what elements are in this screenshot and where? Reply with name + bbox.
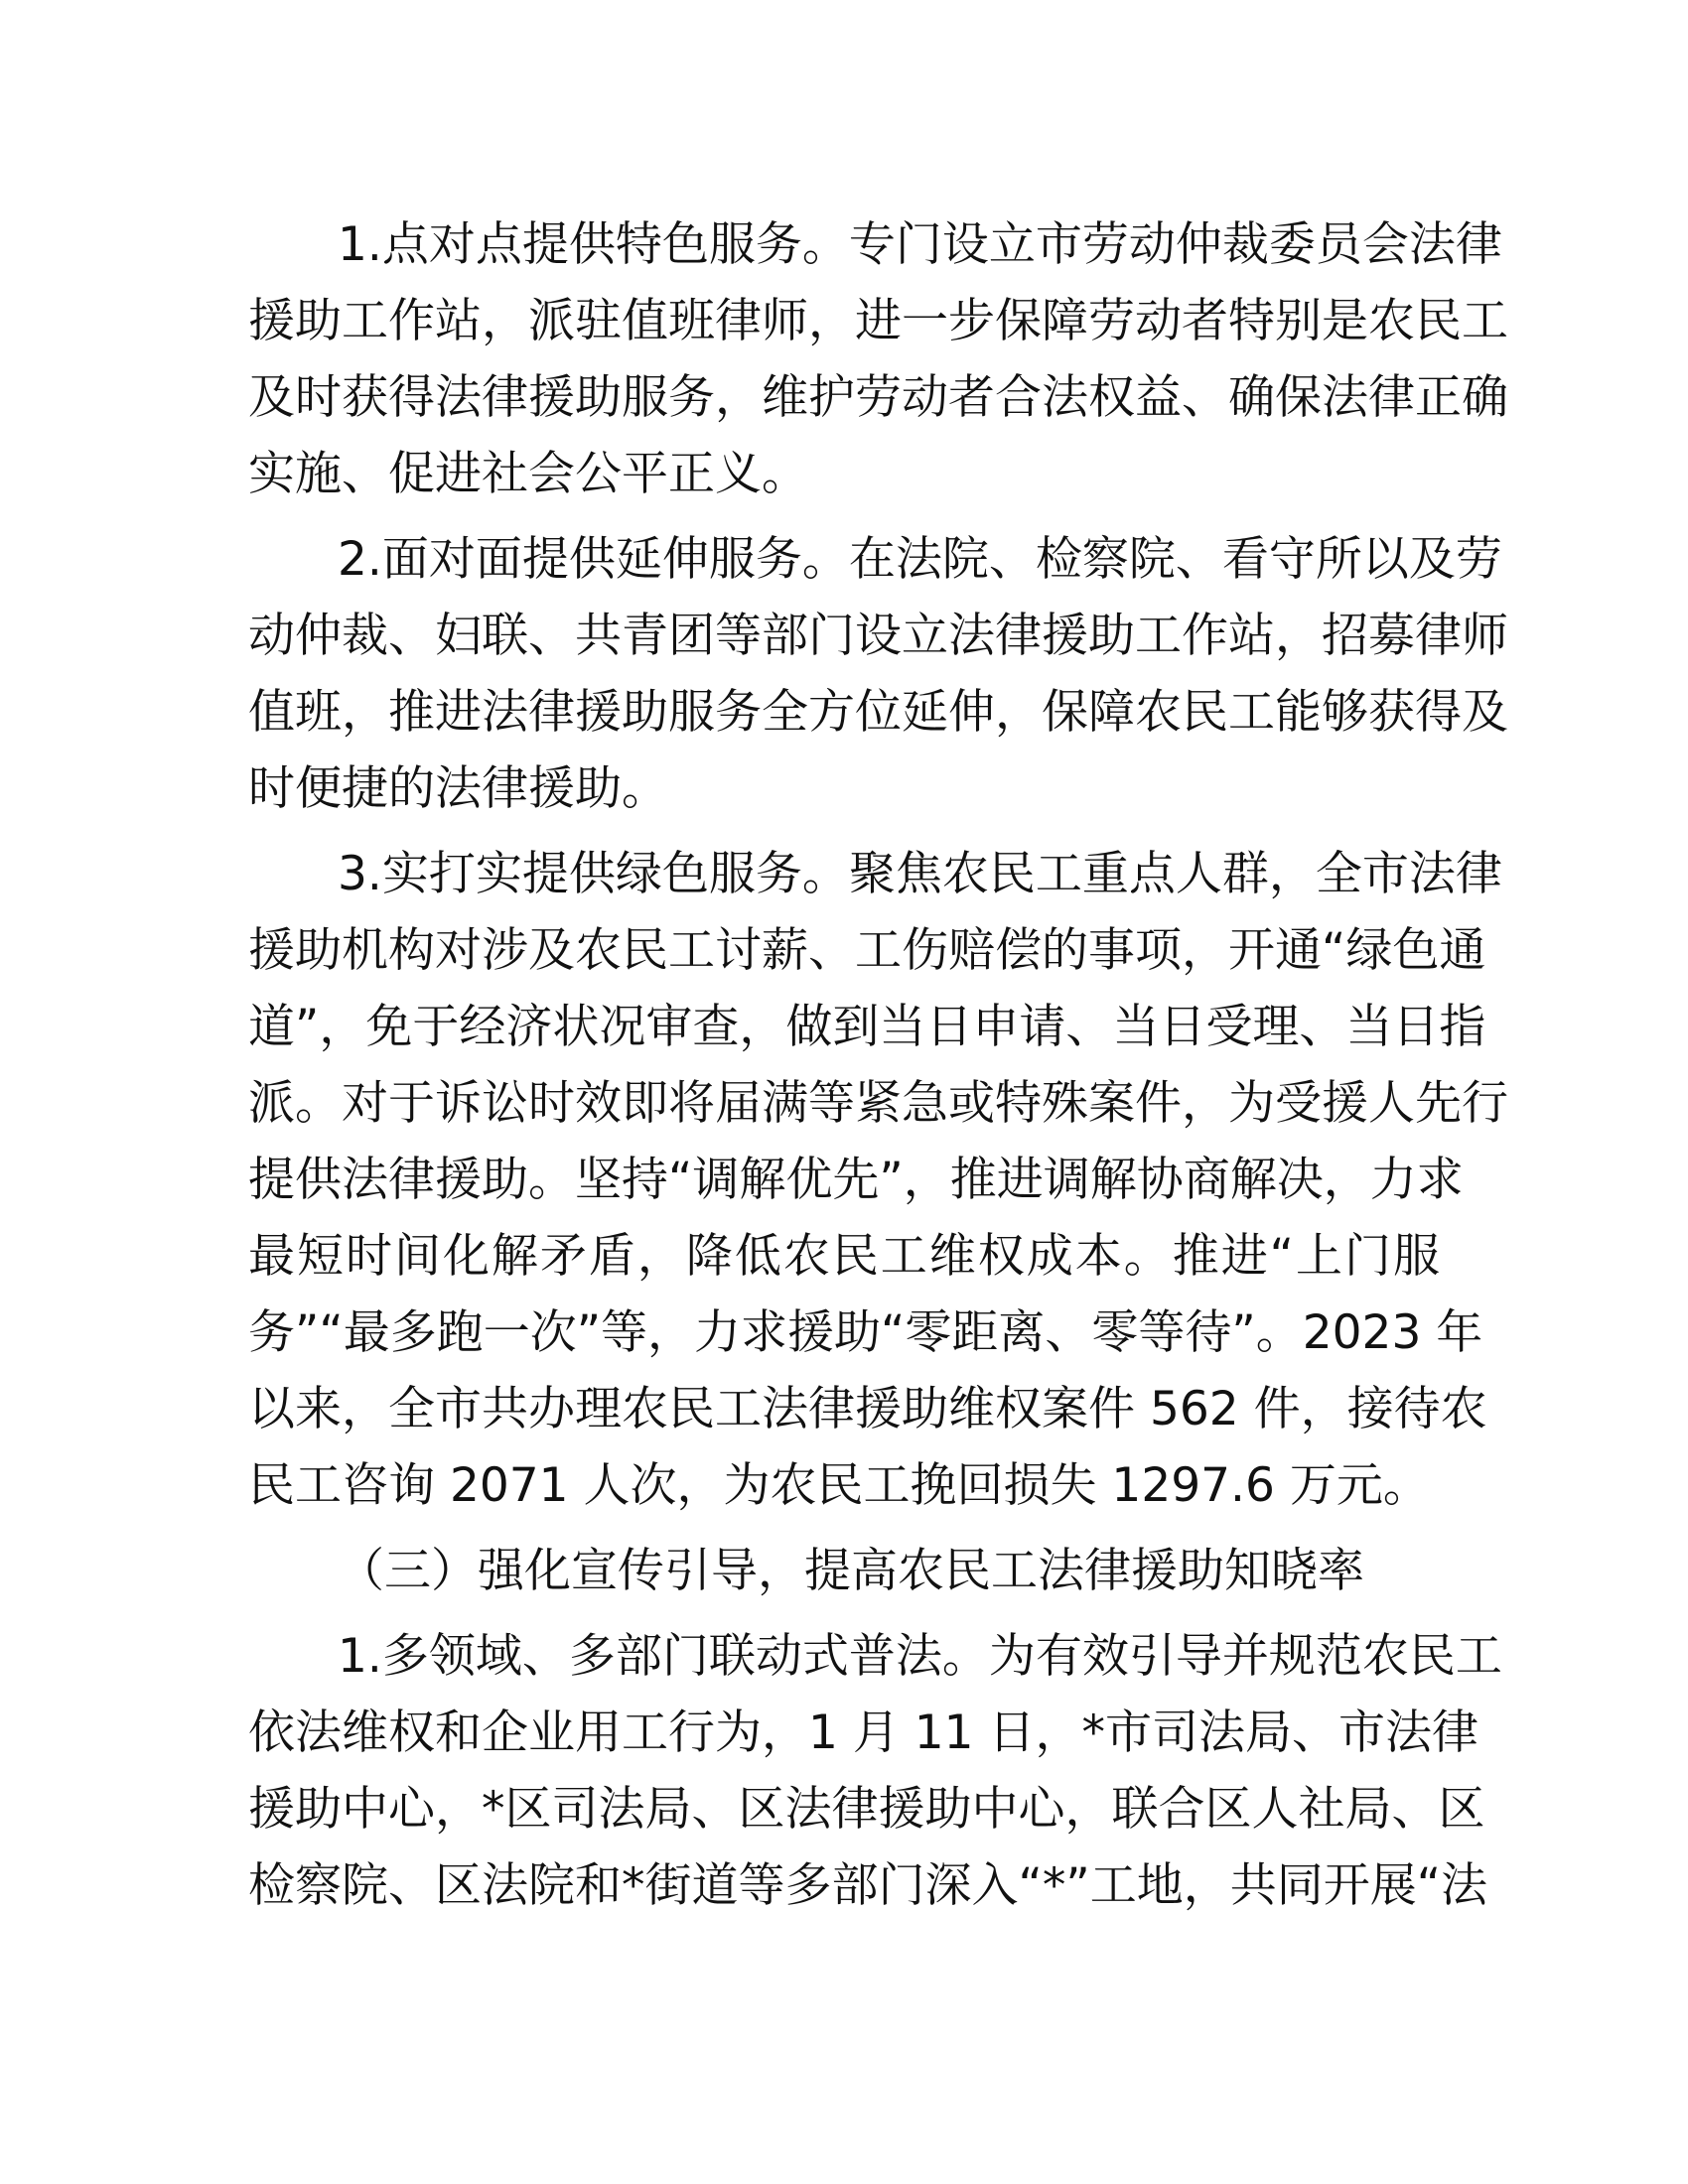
paragraph-line: 道”，免于经济状况审查，做到当日申请、当日受理、当日指 <box>248 1000 1486 1054</box>
paragraph-line: 3.实打实提供绿色服务。聚焦农民工重点人群，全市法律 <box>338 847 1502 901</box>
paragraph-line: 提供法律援助。坚持“调解优先”，推进调解协商解决，力求 <box>248 1153 1464 1207</box>
paragraph-line: 实施、促进社会公平正义。 <box>248 447 808 501</box>
paragraph-line: 派。对于诉讼时效即将届满等紧急或特殊案件，为受援人先行 <box>248 1076 1508 1131</box>
paragraph-line: 务”“最多跑一次”等，力求援助“零距离、零等待”。2023 年 <box>248 1305 1483 1360</box>
section-heading <box>248 1533 1440 1609</box>
paragraph-line: 时便捷的法律援助。 <box>248 761 668 816</box>
paragraph-line: 值班，推进法律援助服务全方位延伸，保障农民工能够获得及 <box>248 685 1508 740</box>
paragraph-line: 动仲裁、妇联、共青团等部门设立法律援助工作站，招募律师 <box>248 609 1508 663</box>
paragraph-line: 援助机构对涉及农民工讨薪、工伤赔偿的事项，开通“绿色通 <box>248 923 1486 978</box>
paragraph-line: 1.多领域、多部门联动式普法。为有效引导并规范农民工 <box>338 1629 1502 1684</box>
paragraph-line: 依法维权和企业用工行为，1 月 11 日，*市司法局、市法律 <box>248 1706 1479 1760</box>
document-body <box>248 206 1508 1933</box>
paragraph-line: 援助中心，*区司法局、区法律援助中心，联合区人社局、区 <box>248 1782 1485 1837</box>
paragraph-line: 检察院、区法院和*街道等多部门深入“*”工地，共同开展“法 <box>248 1858 1488 1913</box>
paragraph-4 <box>248 1618 1502 1924</box>
paragraph-line: 民工咨询 2071 人次，为农民工挽回损失 1297.6 万元。 <box>248 1458 1430 1513</box>
paragraph-line: 1.点对点提供特色服务。专门设立市劳动仲裁委员会法律 <box>338 217 1502 272</box>
paragraph-line: 2.面对面提供延伸服务。在法院、检察院、看守所以及劳 <box>338 532 1502 587</box>
paragraph-line: 援助工作站，派驻值班律师，进一步保障劳动者特别是农民工 <box>248 294 1508 348</box>
paragraph-2 <box>248 521 1508 827</box>
paragraph-line: 最短时间化解矛盾，降低农民工维权成本。推进“上门服 <box>248 1229 1440 1284</box>
section-heading-text: （三）强化宣传引导，提高农民工法律援助知晓率 <box>338 1544 1364 1598</box>
paragraph-line: 及时获得法律援助服务，维护劳动者合法权益、确保法律正确 <box>248 370 1508 425</box>
paragraph-3 <box>248 836 1508 1524</box>
paragraph-1 <box>248 206 1508 512</box>
paragraph-line: 以来，全市共办理农民工法律援助维权案件 562 件，接待农 <box>248 1382 1487 1436</box>
